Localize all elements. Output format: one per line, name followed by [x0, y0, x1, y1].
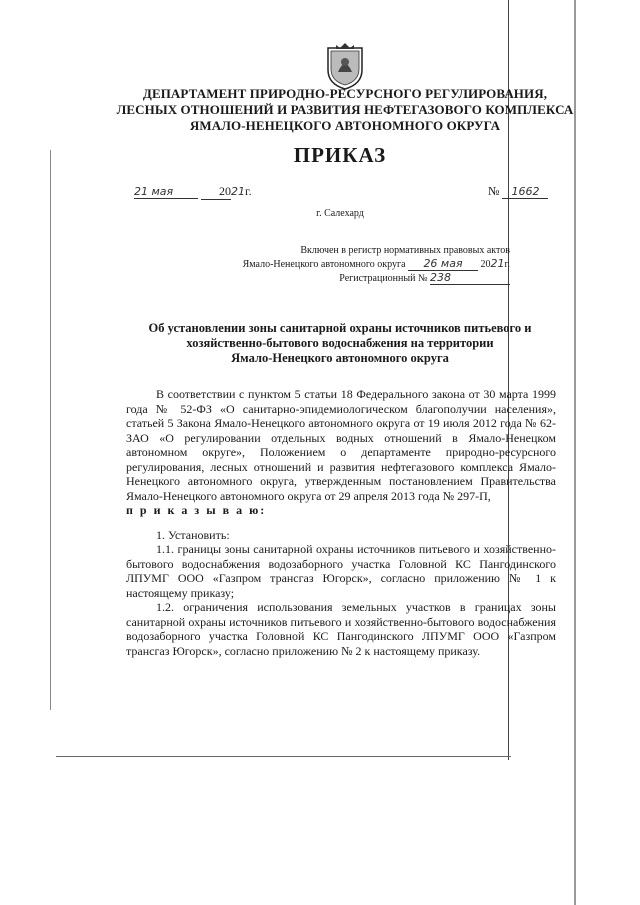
prikazyvayu-word: п р и к а з ы в а ю: — [126, 503, 267, 517]
registry-number: 238 — [430, 271, 510, 285]
coat-of-arms-emblem — [322, 42, 368, 90]
preamble-paragraph — [126, 387, 556, 518]
document-title: ПРИКАЗ — [293, 143, 387, 167]
registry-line-2-prefix: Ямало-Ненецкого автономного округа — [242, 259, 406, 270]
item-1: 1. Установить: — [156, 527, 230, 542]
subject-line-3: Ямало-Ненецкого автономного округа — [231, 351, 449, 365]
scan-artifact-left-line — [50, 150, 51, 710]
order-date-year-prefix: 20 — [201, 184, 231, 200]
order-date — [134, 184, 252, 200]
city: г. Салехард — [316, 208, 364, 219]
registry-year: 21 — [490, 257, 505, 270]
scan-artifact-bottom-line — [56, 756, 511, 757]
document-subject — [120, 321, 560, 366]
order-number-label: № — [488, 184, 500, 198]
header-line-2: ЛЕСНЫХ ОТНОШЕНИЙ И РАЗВИТИЯ НЕФТЕГАЗОВОГО КОМПЛЕКСА — [116, 102, 574, 117]
header-line-3: ЯМАЛО-НЕНЕЦКОГО АВТОНОМНОГО ОКРУГА — [189, 118, 501, 133]
order-number — [488, 184, 548, 199]
order-date-year-suffix: г. — [245, 184, 252, 198]
registry-line-1: Включен в регистр нормативных правовых актов — [300, 245, 510, 256]
header-line-1: ДЕПАРТАМЕНТ ПРИРОДНО-РЕСУРСНОГО РЕГУЛИРОВАНИЯ, — [142, 86, 548, 101]
department-header — [110, 86, 580, 134]
registry-year-suffix: г. — [504, 259, 510, 270]
subject-line-1: Об установлении зоны санитарной охраны источников питьевого и — [148, 321, 532, 335]
order-number-value: 1662 — [502, 185, 548, 199]
order-date-day-month: 21 мая — [134, 185, 198, 199]
registry-year-prefix: 20 — [480, 259, 491, 270]
preamble-text: В соответствии с пунктом 5 статьи 18 Федерального закона от 30 марта 1999 года № 52-ФЗ «О санитарно-эпидемиологическом благополучии населения», статьей 5 Закона Ямало-Ненецкого автономного округа от 19 июля 2012 года № 62-ЗАО «О регулировании отдельных водных отношений в Ямало-Ненецком автономном округе», Положением о департаменте природно-ресурсного регулирования, лесных отношений и развития нефтегазового комплекса Ямало-Ненецкого автономного округа, утвержденным постановлением Правительства Ямало-Ненецкого автономного округа от 29 апреля 2013 года № 297-П, — [126, 387, 556, 503]
item-1-2: 1.2. ограничения использования земельных участков в границах зоны санитарной охраны источников питьевого и хозяйственно-бытового водоснабжения водозаборного участка Головной КС Пангодинского ЛПУМГ ООО «Газпром трансгаз Югорск», согласно приложению № 2 к настоящему приказу. — [126, 600, 556, 658]
subject-line-2: хозяйственно-бытового водоснабжения на территории — [186, 336, 494, 350]
registry-date: 26 мая — [408, 257, 478, 271]
order-date-year: 21 — [231, 185, 245, 198]
registry-stamp — [170, 244, 510, 285]
document-body — [126, 387, 556, 658]
registry-number-label: Регистрационный № — [339, 273, 428, 284]
scan-artifact-edge-line — [574, 0, 576, 905]
item-1-1: 1.1. границы зоны санитарной охраны источников питьевого и хозяйственно-бытового водоснабжения водозаборного участка Головной КС Пангодинского ЛПУМГ ООО «Газпром трансгаз Югорск», согласно приложению № 1 к настоящему приказу; — [126, 542, 556, 600]
